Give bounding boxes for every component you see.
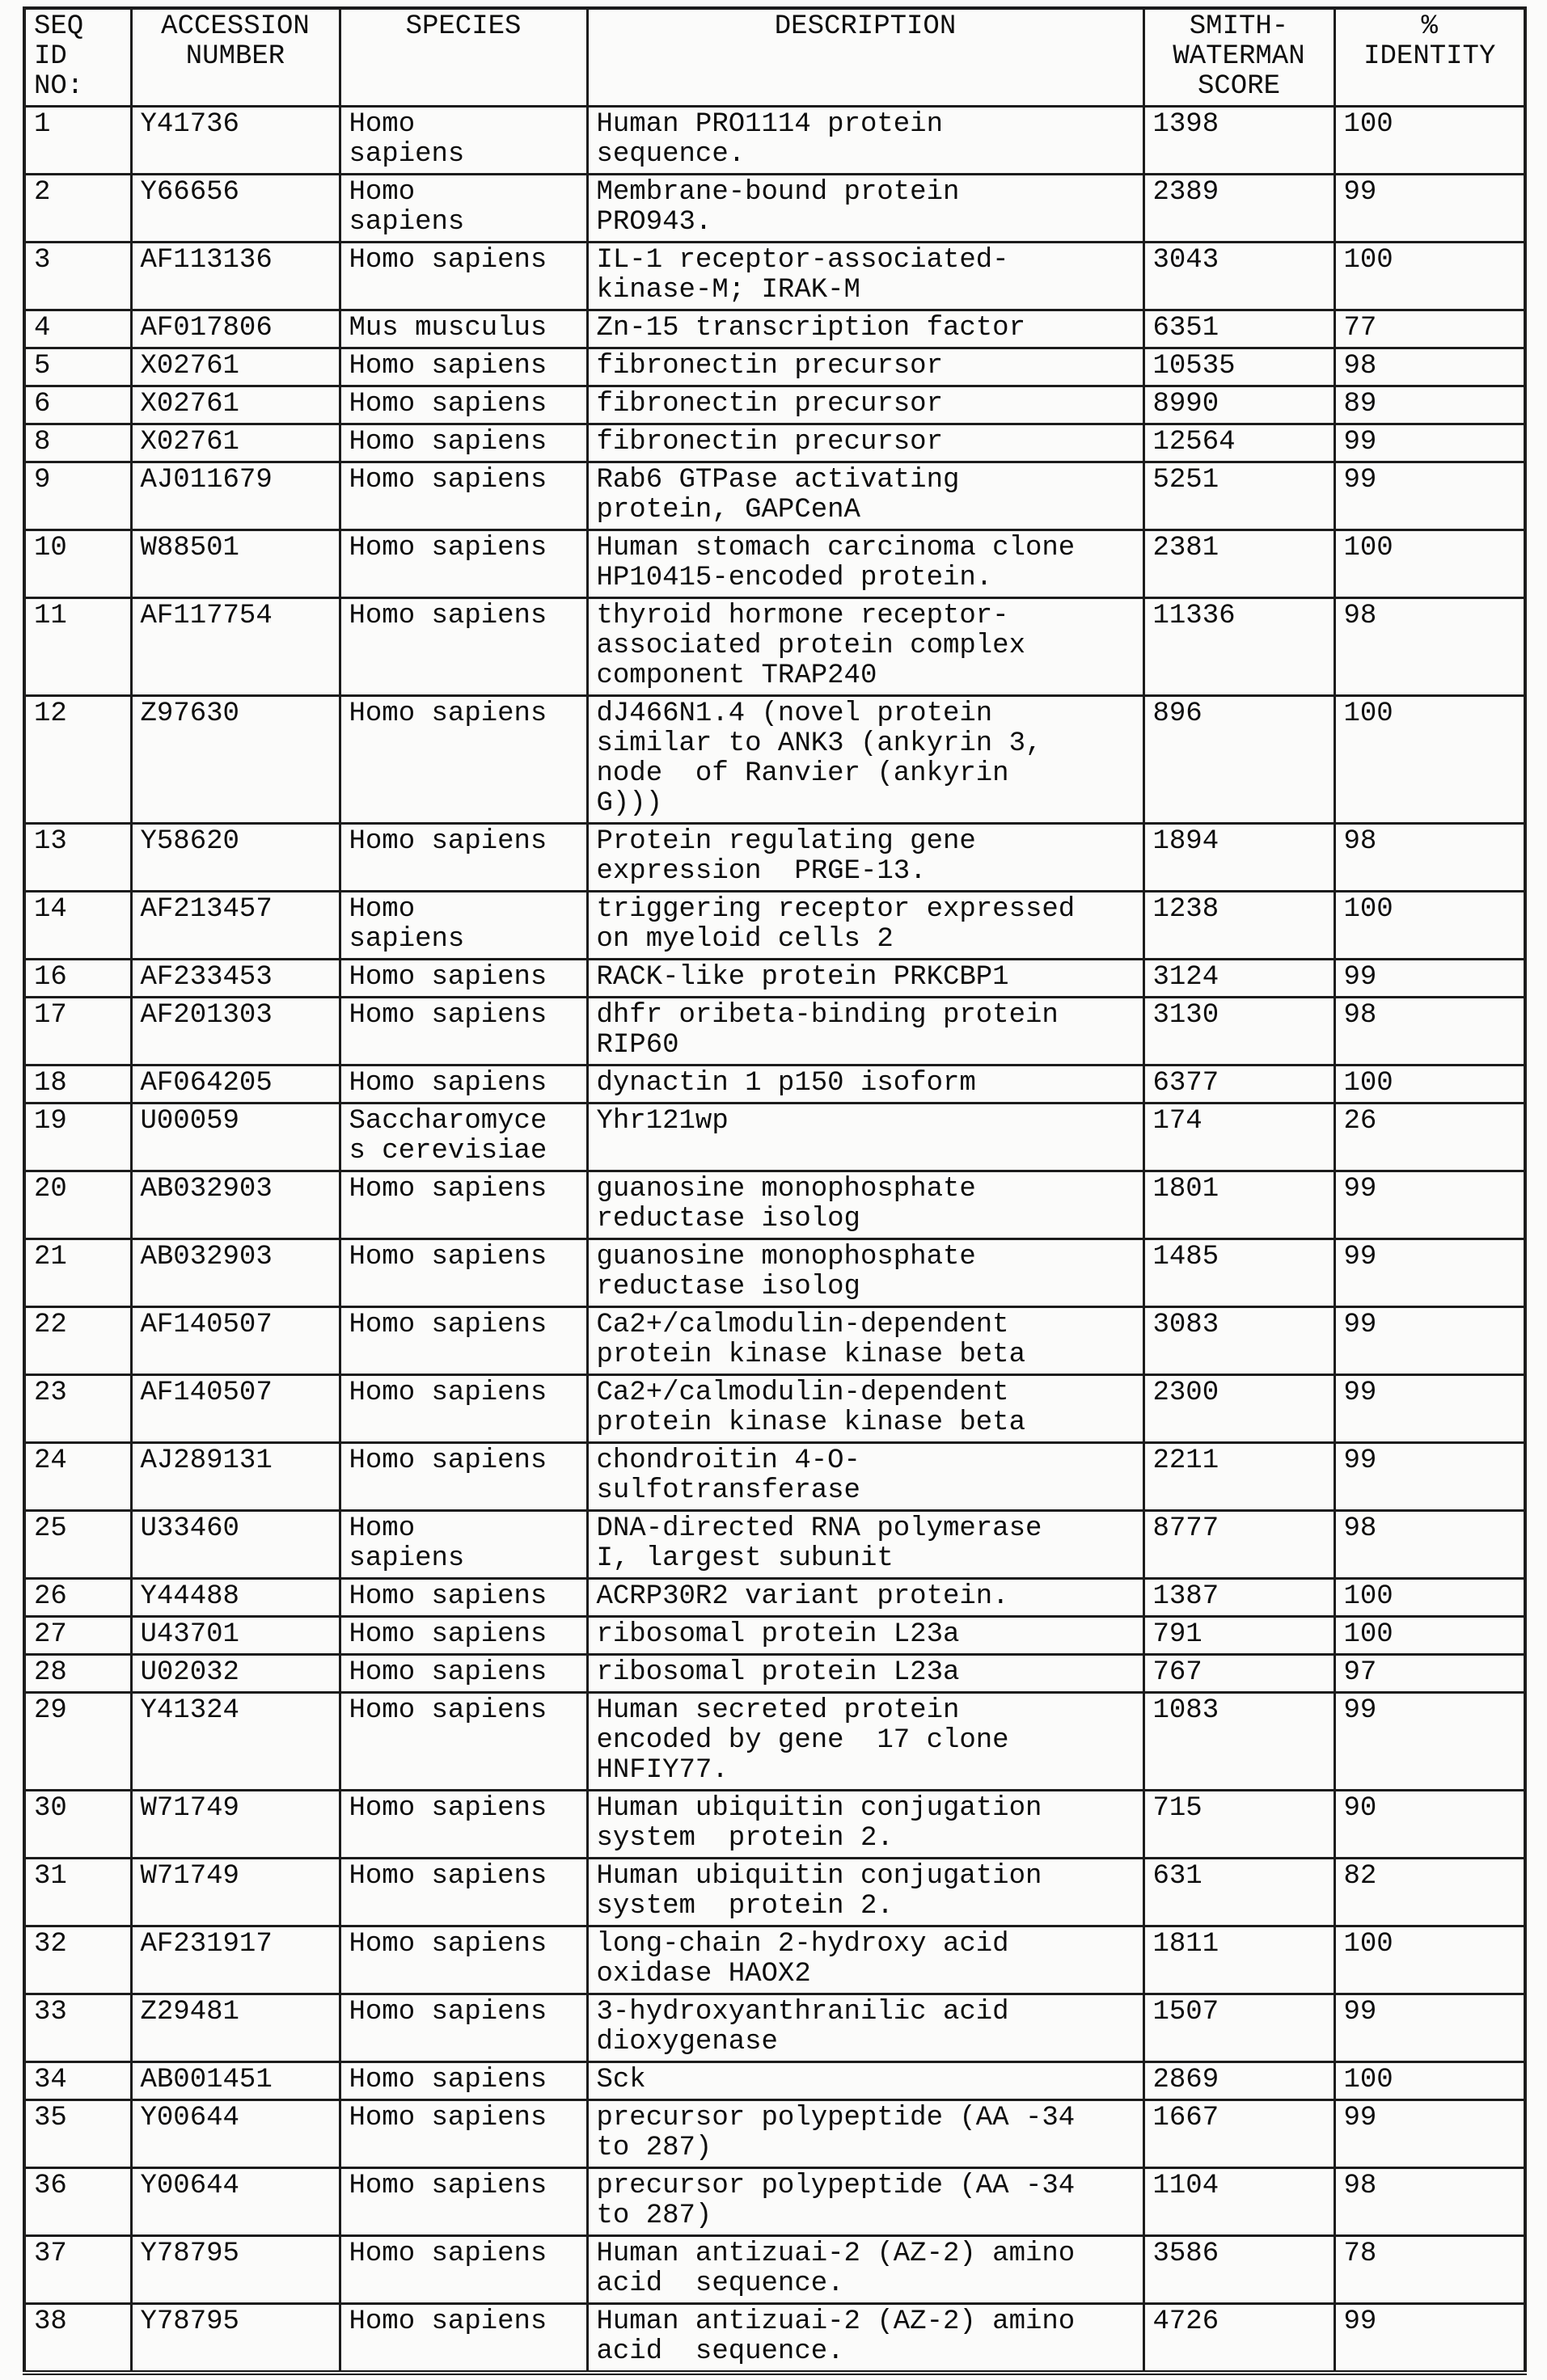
table-row: [24, 107, 1525, 175]
cell-accession: Y41736: [131, 107, 340, 175]
cell-species: Homo sapiens: [340, 1791, 587, 1859]
cell-description: Human antizuai-2 (AZ-2) amino acid sequence.: [587, 2236, 1143, 2304]
cell-identity: 82: [1334, 1859, 1525, 1926]
cell-description: guanosine monophosphate reductase isolog: [587, 1171, 1143, 1239]
cell-accession: AF140507: [131, 1307, 340, 1375]
table-row: [24, 824, 1525, 892]
cell-seq-id: 6: [24, 386, 131, 424]
cell-accession: AJ289131: [131, 1443, 340, 1511]
cell-accession: AJ011679: [131, 462, 340, 530]
table-row: [24, 310, 1525, 348]
table-row: [24, 1511, 1525, 1579]
table-row: [24, 462, 1525, 530]
table-row: [24, 1693, 1525, 1791]
cell-description: IL-1 receptor-associated- kinase-M; IRAK-M: [587, 243, 1143, 310]
cell-accession: U02032: [131, 1655, 340, 1693]
cell-score: 1387: [1143, 1579, 1334, 1617]
cell-score: 1083: [1143, 1693, 1334, 1791]
cell-accession: AF231917: [131, 1926, 340, 1994]
cell-accession: W71749: [131, 1791, 340, 1859]
cell-description: long-chain 2-hydroxy acid oxidase HAOX2: [587, 1926, 1143, 1994]
cell-identity: 99: [1334, 462, 1525, 530]
cell-description: triggering receptor expressed on myeloid cells 2: [587, 892, 1143, 960]
cell-score: 6351: [1143, 310, 1334, 348]
table-row: [24, 1375, 1525, 1443]
cell-description: Ca2+/calmodulin-dependent protein kinase kinase beta: [587, 1307, 1143, 1375]
cell-accession: Y00644: [131, 2100, 340, 2168]
cell-species: Homo sapiens: [340, 696, 587, 824]
cell-species: Homo sapiens: [340, 1926, 587, 1994]
cell-description: guanosine monophosphate reductase isolog: [587, 1239, 1143, 1307]
cell-identity: 100: [1334, 1066, 1525, 1103]
cell-species: Homo sapiens: [340, 2236, 587, 2304]
cell-identity: 100: [1334, 1579, 1525, 1617]
cell-seq-id: 14: [24, 892, 131, 960]
cell-accession: Y41324: [131, 1693, 340, 1791]
cell-seq-id: 4: [24, 310, 131, 348]
cell-identity: 98: [1334, 2168, 1525, 2236]
cell-score: 715: [1143, 1791, 1334, 1859]
table-row: [24, 960, 1525, 998]
table-row: [24, 1994, 1525, 2062]
col-header-score: SMITH- WATERMAN SCORE: [1143, 8, 1334, 107]
cell-score: 8777: [1143, 1511, 1334, 1579]
table-row: [24, 175, 1525, 243]
cell-description: Human antizuai-2 (AZ-2) amino acid sequence.: [587, 2304, 1143, 2374]
cell-identity: 99: [1334, 2100, 1525, 2168]
sequence-alignment-table: [23, 6, 1527, 2375]
cell-seq-id: 31: [24, 1859, 131, 1926]
cell-score: 767: [1143, 1655, 1334, 1693]
cell-species: Homo sapiens: [340, 107, 587, 175]
cell-identity: 26: [1334, 1103, 1525, 1171]
cell-score: 4726: [1143, 2304, 1334, 2374]
cell-score: 2211: [1143, 1443, 1334, 1511]
cell-species: Homo sapiens: [340, 1443, 587, 1511]
cell-accession: AF213457: [131, 892, 340, 960]
table-row: [24, 530, 1525, 598]
cell-score: 11336: [1143, 598, 1334, 696]
cell-identity: 90: [1334, 1791, 1525, 1859]
cell-score: 3083: [1143, 1307, 1334, 1375]
table-row: [24, 1443, 1525, 1511]
cell-species: Homo sapiens: [340, 1171, 587, 1239]
cell-seq-id: 33: [24, 1994, 131, 2062]
table-row: [24, 2236, 1525, 2304]
cell-species: Homo sapiens: [340, 1655, 587, 1693]
cell-species: Homo sapiens: [340, 2304, 587, 2374]
cell-seq-id: 5: [24, 348, 131, 386]
cell-score: 2869: [1143, 2062, 1334, 2100]
cell-description: precursor polypeptide (AA -34 to 287): [587, 2168, 1143, 2236]
cell-accession: U33460: [131, 1511, 340, 1579]
cell-accession: W71749: [131, 1859, 340, 1926]
cell-description: chondroitin 4-O- sulfotransferase: [587, 1443, 1143, 1511]
cell-seq-id: 24: [24, 1443, 131, 1511]
cell-species: Homo sapiens: [340, 243, 587, 310]
cell-species: Homo sapiens: [340, 424, 587, 462]
cell-identity: 99: [1334, 1239, 1525, 1307]
table-row: [24, 1791, 1525, 1859]
cell-score: 5251: [1143, 462, 1334, 530]
table-row: [24, 1239, 1525, 1307]
table-row: [24, 892, 1525, 960]
cell-score: 1507: [1143, 1994, 1334, 2062]
cell-accession: AB032903: [131, 1239, 340, 1307]
col-header-identity: % IDENTITY: [1334, 8, 1525, 107]
cell-identity: 100: [1334, 107, 1525, 175]
cell-score: 3124: [1143, 960, 1334, 998]
cell-accession: Z29481: [131, 1994, 340, 2062]
cell-accession: AF064205: [131, 1066, 340, 1103]
cell-description: Human secreted protein encoded by gene 17 clone HNFIY77.: [587, 1693, 1143, 1791]
cell-score: 12564: [1143, 424, 1334, 462]
cell-seq-id: 30: [24, 1791, 131, 1859]
cell-description: Human PRO1114 protein sequence.: [587, 107, 1143, 175]
header-row: [24, 8, 1525, 107]
cell-seq-id: 27: [24, 1617, 131, 1655]
cell-species: Saccharomyce s cerevisiae: [340, 1103, 587, 1171]
table-row: [24, 696, 1525, 824]
table-header: [24, 8, 1525, 107]
cell-identity: 100: [1334, 1926, 1525, 1994]
cell-identity: 99: [1334, 1307, 1525, 1375]
cell-species: Homo sapiens: [340, 1307, 587, 1375]
cell-description: fibronectin precursor: [587, 348, 1143, 386]
cell-seq-id: 29: [24, 1693, 131, 1791]
table-row: [24, 2168, 1525, 2236]
cell-description: Protein regulating gene expression PRGE-13.: [587, 824, 1143, 892]
cell-seq-id: 10: [24, 530, 131, 598]
col-header-description: DESCRIPTION: [587, 8, 1143, 107]
cell-accession: U00059: [131, 1103, 340, 1171]
cell-seq-id: 37: [24, 2236, 131, 2304]
cell-seq-id: 23: [24, 1375, 131, 1443]
cell-description: Zn-15 transcription factor: [587, 310, 1143, 348]
table-row: [24, 348, 1525, 386]
cell-seq-id: 3: [24, 243, 131, 310]
cell-seq-id: 21: [24, 1239, 131, 1307]
cell-identity: 98: [1334, 824, 1525, 892]
cell-seq-id: 9: [24, 462, 131, 530]
cell-seq-id: 38: [24, 2304, 131, 2374]
cell-seq-id: 11: [24, 598, 131, 696]
cell-description: fibronectin precursor: [587, 386, 1143, 424]
cell-description: ribosomal protein L23a: [587, 1655, 1143, 1693]
cell-identity: 100: [1334, 2062, 1525, 2100]
cell-description: fibronectin precursor: [587, 424, 1143, 462]
cell-identity: 77: [1334, 310, 1525, 348]
cell-score: 2300: [1143, 1375, 1334, 1443]
cell-accession: AF201303: [131, 998, 340, 1066]
cell-score: 3043: [1143, 243, 1334, 310]
cell-description: dJ466N1.4 (novel protein similar to ANK3 (ankyrin 3, node of Ranvier (ankyrin G))): [587, 696, 1143, 824]
cell-seq-id: 20: [24, 1171, 131, 1239]
cell-species: Homo sapiens: [340, 530, 587, 598]
cell-species: Homo sapiens: [340, 2168, 587, 2236]
cell-accession: Y58620: [131, 824, 340, 892]
cell-species: Homo sapiens: [340, 1693, 587, 1791]
cell-score: 1104: [1143, 2168, 1334, 2236]
cell-accession: Y44488: [131, 1579, 340, 1617]
cell-score: 1811: [1143, 1926, 1334, 1994]
cell-score: 896: [1143, 696, 1334, 824]
table-row: [24, 1617, 1525, 1655]
cell-description: precursor polypeptide (AA -34 to 287): [587, 2100, 1143, 2168]
cell-description: DNA-directed RNA polymerase I, largest subunit: [587, 1511, 1143, 1579]
table-row: [24, 1926, 1525, 1994]
cell-identity: 99: [1334, 960, 1525, 998]
cell-identity: 78: [1334, 2236, 1525, 2304]
col-header-accession: ACCESSION NUMBER: [131, 8, 340, 107]
cell-description: 3-hydroxyanthranilic acid dioxygenase: [587, 1994, 1143, 2062]
table-row: [24, 1579, 1525, 1617]
cell-identity: 100: [1334, 243, 1525, 310]
cell-description: Rab6 GTPase activating protein, GAPCenA: [587, 462, 1143, 530]
cell-identity: 99: [1334, 1994, 1525, 2062]
cell-accession: X02761: [131, 424, 340, 462]
cell-score: 2381: [1143, 530, 1334, 598]
cell-identity: 98: [1334, 998, 1525, 1066]
cell-identity: 99: [1334, 1443, 1525, 1511]
cell-identity: 100: [1334, 696, 1525, 824]
table-row: [24, 1859, 1525, 1926]
cell-description: Human stomach carcinoma clone HP10415-encoded protein.: [587, 530, 1143, 598]
cell-species: Homo sapiens: [340, 1066, 587, 1103]
cell-score: 8990: [1143, 386, 1334, 424]
cell-species: Homo sapiens: [340, 1617, 587, 1655]
cell-species: Homo sapiens: [340, 2062, 587, 2100]
table-row: [24, 2100, 1525, 2168]
cell-species: Homo sapiens: [340, 824, 587, 892]
cell-species: Homo sapiens: [340, 1239, 587, 1307]
cell-species: Homo sapiens: [340, 1579, 587, 1617]
cell-seq-id: 13: [24, 824, 131, 892]
cell-description: Membrane-bound protein PRO943.: [587, 175, 1143, 243]
cell-species: Homo sapiens: [340, 386, 587, 424]
cell-identity: 99: [1334, 1171, 1525, 1239]
table-row: [24, 1171, 1525, 1239]
cell-accession: X02761: [131, 348, 340, 386]
table-row: [24, 1066, 1525, 1103]
cell-score: 631: [1143, 1859, 1334, 1926]
cell-accession: AF113136: [131, 243, 340, 310]
cell-identity: 100: [1334, 1617, 1525, 1655]
cell-score: 1398: [1143, 107, 1334, 175]
cell-description: ribosomal protein L23a: [587, 1617, 1143, 1655]
cell-species: Homo sapiens: [340, 1994, 587, 2062]
cell-description: dynactin 1 p150 isoform: [587, 1066, 1143, 1103]
cell-score: 1801: [1143, 1171, 1334, 1239]
cell-identity: 97: [1334, 1655, 1525, 1693]
cell-accession: W88501: [131, 530, 340, 598]
cell-species: Homo sapiens: [340, 348, 587, 386]
cell-identity: 98: [1334, 348, 1525, 386]
cell-species: Homo sapiens: [340, 175, 587, 243]
cell-description: Yhr121wp: [587, 1103, 1143, 1171]
cell-accession: AB032903: [131, 1171, 340, 1239]
cell-seq-id: 18: [24, 1066, 131, 1103]
table-row: [24, 598, 1525, 696]
cell-accession: AF117754: [131, 598, 340, 696]
cell-seq-id: 25: [24, 1511, 131, 1579]
cell-description: RACK-like protein PRKCBP1: [587, 960, 1143, 998]
cell-score: 3130: [1143, 998, 1334, 1066]
cell-species: Homo sapiens: [340, 462, 587, 530]
cell-seq-id: 19: [24, 1103, 131, 1171]
cell-seq-id: 26: [24, 1579, 131, 1617]
cell-accession: Y00644: [131, 2168, 340, 2236]
cell-score: 1238: [1143, 892, 1334, 960]
cell-accession: AB001451: [131, 2062, 340, 2100]
cell-description: thyroid hormone receptor- associated protein complex component TRAP240: [587, 598, 1143, 696]
table-row: [24, 2304, 1525, 2374]
cell-seq-id: 16: [24, 960, 131, 998]
cell-species: Mus musculus: [340, 310, 587, 348]
cell-accession: AF140507: [131, 1375, 340, 1443]
cell-identity: 89: [1334, 386, 1525, 424]
cell-score: 174: [1143, 1103, 1334, 1171]
cell-seq-id: 36: [24, 2168, 131, 2236]
cell-species: Homo sapiens: [340, 1859, 587, 1926]
cell-score: 1894: [1143, 824, 1334, 892]
cell-seq-id: 17: [24, 998, 131, 1066]
cell-identity: 100: [1334, 892, 1525, 960]
cell-score: 10535: [1143, 348, 1334, 386]
cell-identity: 99: [1334, 1375, 1525, 1443]
cell-score: 6377: [1143, 1066, 1334, 1103]
cell-species: Homo sapiens: [340, 960, 587, 998]
cell-description: Human ubiquitin conjugation system protein 2.: [587, 1791, 1143, 1859]
table-row: [24, 386, 1525, 424]
cell-description: ACRP30R2 variant protein.: [587, 1579, 1143, 1617]
cell-species: Homo sapiens: [340, 2100, 587, 2168]
cell-identity: 98: [1334, 1511, 1525, 1579]
cell-seq-id: 2: [24, 175, 131, 243]
cell-score: 1667: [1143, 2100, 1334, 2168]
cell-identity: 99: [1334, 1693, 1525, 1791]
table-row: [24, 1103, 1525, 1171]
cell-identity: 99: [1334, 2304, 1525, 2374]
cell-identity: 99: [1334, 175, 1525, 243]
table-body: [24, 107, 1525, 2374]
cell-score: 791: [1143, 1617, 1334, 1655]
cell-species: Homo sapiens: [340, 998, 587, 1066]
cell-seq-id: 32: [24, 1926, 131, 1994]
cell-species: Homo sapiens: [340, 1375, 587, 1443]
cell-seq-id: 12: [24, 696, 131, 824]
cell-description: Sck: [587, 2062, 1143, 2100]
cell-accession: Y78795: [131, 2236, 340, 2304]
table-row: [24, 1307, 1525, 1375]
cell-description: Ca2+/calmodulin-dependent protein kinase kinase beta: [587, 1375, 1143, 1443]
cell-accession: Z97630: [131, 696, 340, 824]
table-row: [24, 243, 1525, 310]
col-header-species: SPECIES: [340, 8, 587, 107]
cell-seq-id: 35: [24, 2100, 131, 2168]
cell-score: 2389: [1143, 175, 1334, 243]
cell-accession: Y66656: [131, 175, 340, 243]
table-row: [24, 1655, 1525, 1693]
cell-accession: AF017806: [131, 310, 340, 348]
cell-species: Homo sapiens: [340, 1511, 587, 1579]
cell-description: Human ubiquitin conjugation system protein 2.: [587, 1859, 1143, 1926]
cell-species: Homo sapiens: [340, 598, 587, 696]
table-row: [24, 424, 1525, 462]
cell-identity: 100: [1334, 530, 1525, 598]
cell-identity: 98: [1334, 598, 1525, 696]
cell-seq-id: 22: [24, 1307, 131, 1375]
cell-seq-id: 8: [24, 424, 131, 462]
cell-score: 3586: [1143, 2236, 1334, 2304]
cell-seq-id: 34: [24, 2062, 131, 2100]
cell-accession: AF233453: [131, 960, 340, 998]
cell-description: dhfr oribeta-binding protein RIP60: [587, 998, 1143, 1066]
cell-seq-id: 1: [24, 107, 131, 175]
cell-accession: X02761: [131, 386, 340, 424]
cell-seq-id: 28: [24, 1655, 131, 1693]
cell-accession: U43701: [131, 1617, 340, 1655]
col-header-seq-id: SEQ ID NO:: [24, 8, 131, 107]
table-row: [24, 998, 1525, 1066]
table-row: [24, 2062, 1525, 2100]
cell-score: 1485: [1143, 1239, 1334, 1307]
cell-accession: Y78795: [131, 2304, 340, 2374]
cell-identity: 99: [1334, 424, 1525, 462]
cell-species: Homo sapiens: [340, 892, 587, 960]
